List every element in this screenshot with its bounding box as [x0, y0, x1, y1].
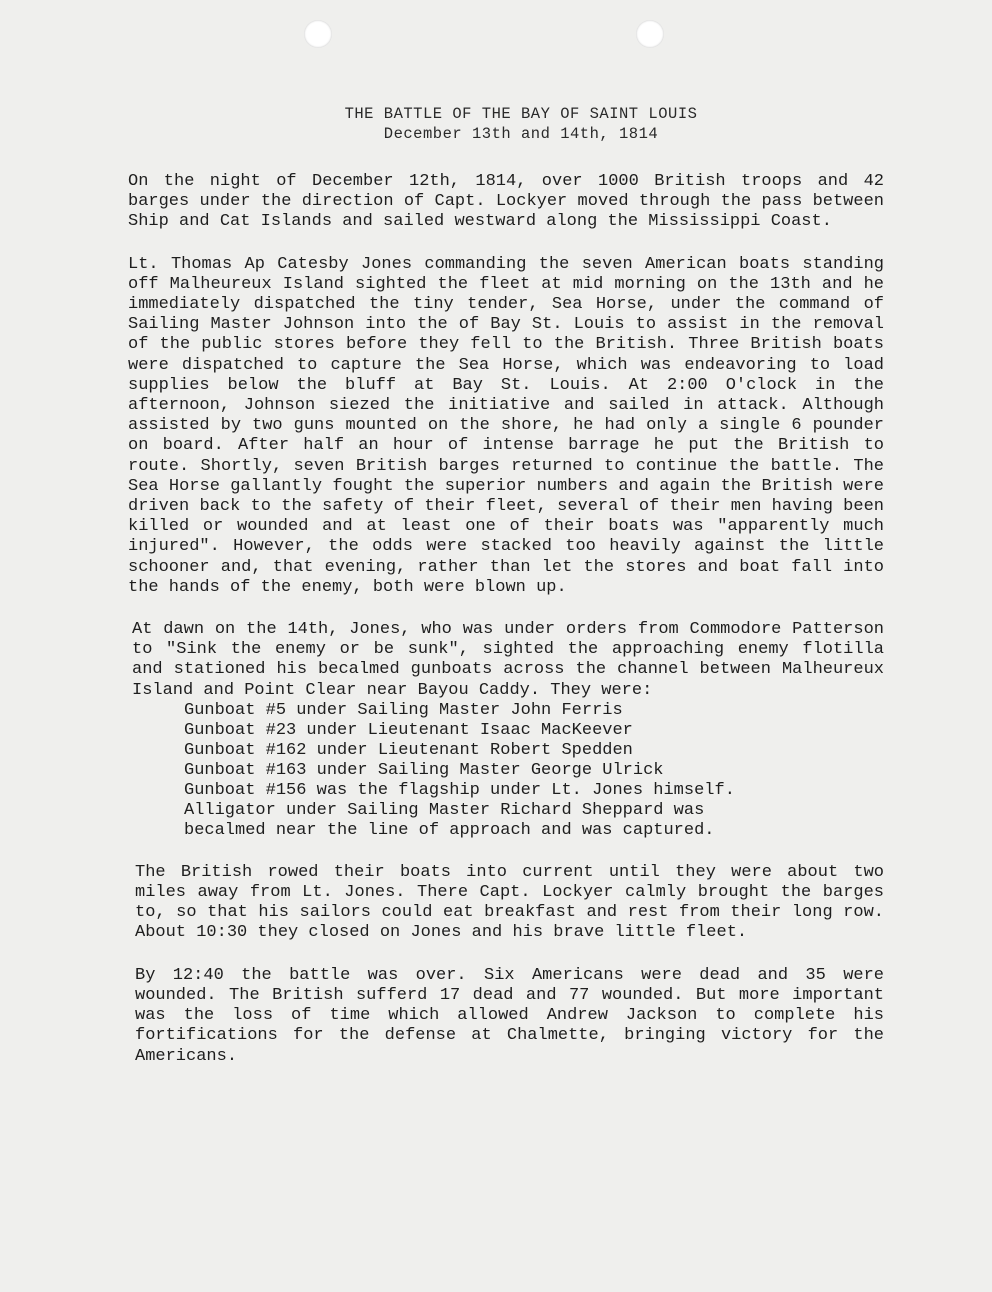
binder-hole-right: [636, 20, 664, 48]
title-line-1: THE BATTLE OF THE BAY OF SAINT LOUIS: [344, 105, 698, 123]
paragraph-1: On the night of December 12th, 1814, over 1000 British troops and 42 barges under the direction of Capt. Lockyer moved through the pass between Ship and Cat Islands and sailed westward along the Mississippi Coast.: [128, 172, 884, 232]
list-item: Gunboat #156 was the flagship under Lt. Jones himself.: [184, 780, 735, 800]
paragraph-2: Lt. Thomas Ap Catesby Jones commanding the seven American boats standing off Malheureux Island sighted the fleet at mid morning on the 13th and he immediately dispatched the tiny tender, Sea Horse, under the command of Sailing Master Johnson into the of Bay St. Louis to assist in the removal of the public stores before they fell to the British. Three British boats were dispatched to capture the Sea Horse, which was endeavoring to load supplies below the bluff at Bay St. Louis. At 2:00 O'clock in the afternoon, Johnson siezed the initiative and sailed in attack. Although assisted by two guns mounted on the shore, he had only a single 6 pounder on board. After half an hour of intense barrage he put the British to route. Shortly, seven British barges returned to continue the battle. The Sea Horse gallantly fought the superior numbers and again the British were driven back to the safety of their fleet, several of their men having been killed or wounded and at least one of their boats was "apparently much injured". However, the odds were stacked too heavily against the little schooner and, that evening, rather than let the stores and boat fall into the hands of the enemy, both were blown up.: [128, 254, 884, 597]
list-item: Gunboat #23 under Lieutenant Isaac MacKeever: [184, 720, 633, 740]
paragraph-4: The British rowed their boats into current until they were about two miles away from Lt. Jones. There Capt. Lockyer calmly brought the barges to, so that his sailors could eat breakfast and rest from their long row. About 10:30 they closed on Jones and his brave little fleet.: [135, 862, 884, 943]
list-item: Gunboat #163 under Sailing Master George Ulrick: [184, 760, 664, 780]
list-item: Gunboat #162 under Lieutenant Robert Spedden: [184, 740, 633, 760]
binder-hole-left: [304, 20, 332, 48]
list-item: becalmed near the line of approach and was captured.: [184, 820, 715, 840]
title-line-2: December 13th and 14th, 1814: [383, 125, 659, 143]
gunboat-list: [132, 701, 884, 841]
paragraph-5: By 12:40 the battle was over. Six Americans were dead and 35 were wounded. The British sufferd 17 dead and 77 wounded. But more important was the loss of time which allowed Andrew Jackson to complete his fortifications for the defense at Chalmette, bringing victory for the Americans.: [135, 965, 884, 1066]
document-page: [128, 104, 884, 1089]
list-item: Gunboat #5 under Sailing Master John Ferris: [184, 700, 623, 720]
paragraph-3: At dawn on the 14th, Jones, who was under orders from Commodore Patterson to "Sink the enemy or be sunk", sighted the approaching enemy flotilla and stationed his becalmed gunboats across the channel between Malheureux Island and Point Clear near Bayou Caddy. They were:: [132, 620, 884, 700]
list-item: Alligator under Sailing Master Richard Sheppard was: [184, 800, 705, 820]
